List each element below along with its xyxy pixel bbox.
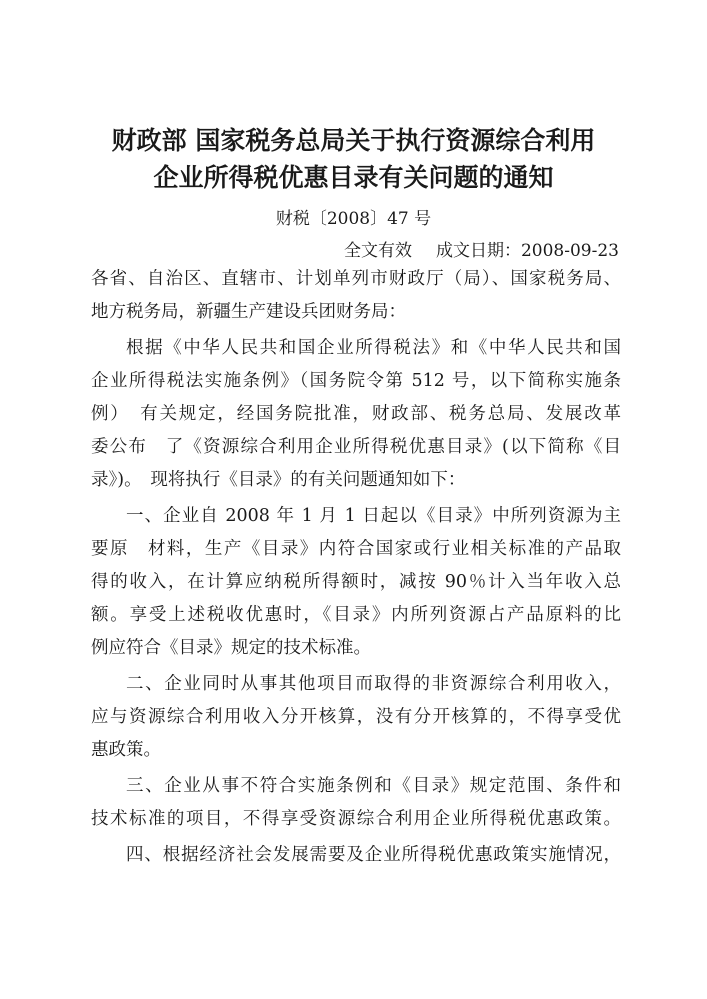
body-line: 例应符合《目录》规定的技术标准。 — [91, 638, 371, 658]
body-line: 应与资源综合利用收入分开核算，没有分开核算的，不得享受优 — [91, 707, 621, 727]
body-line: 例） 有关规定，经国务院批准，财政部、税务总局、发展改革 — [91, 404, 621, 424]
document-meta — [344, 236, 619, 261]
document-title-line-1: 财政部 国家税务总局关于执行资源综合利用 — [111, 126, 596, 155]
document-number: 财税〔2008〕47 号 — [275, 209, 432, 229]
body-line: 委公布 了《资源综合利用企业所得税优惠目录》(以下简称《目 — [91, 437, 621, 457]
body-line: 要原 材料，生产《目录》内符合国家或行业相关标准的产品取 — [91, 539, 621, 559]
body-line: 录》)。 现将执行《目录》的有关问题通知如下： — [91, 470, 466, 490]
issue-date: 成文日期：2008-09-23 — [435, 241, 619, 261]
body-line: 技术标准的项目，不得享受资源综合利用企业所得税优惠政策。 — [91, 809, 621, 829]
body-line: 一、企业自 2008 年 1 月 1 日起以《目录》中所列资源为主 — [126, 506, 621, 526]
body-line: 四、根据经济社会发展需要及企业所得税优惠政策实施情况， — [126, 845, 621, 865]
body-line: 三、企业从事不符合实施条例和《目录》规定范围、条件和 — [126, 776, 621, 796]
body-line: 根据《中华人民共和国企业所得税法》和《中华人民共和国 — [126, 338, 621, 358]
body-line: 二、企业同时从事其他项目而取得的非资源综合利用收入， — [126, 674, 621, 694]
validity-status: 全文有效 — [343, 241, 412, 261]
body-line: 企业所得税法实施条例》（国务院令第 512 号，以下简称实施条 — [91, 371, 621, 391]
body-line: 得的收入，在计算应纳税所得额时，减按 90％计入当年收入总 — [91, 572, 621, 592]
document-title-line-2: 企业所得税优惠目录有关问题的通知 — [153, 163, 554, 192]
body-line: 惠政策。 — [91, 740, 161, 760]
body-line: 额。享受上述税收优惠时，《目录》内所列资源占产品原料的比 — [91, 605, 621, 625]
body-line: 地方税务局，新疆生产建设兵团财务局： — [91, 302, 406, 322]
body-line: 各省、自治区、直辖市、计划单列市财政厅（局）、国家税务局、 — [91, 269, 621, 289]
